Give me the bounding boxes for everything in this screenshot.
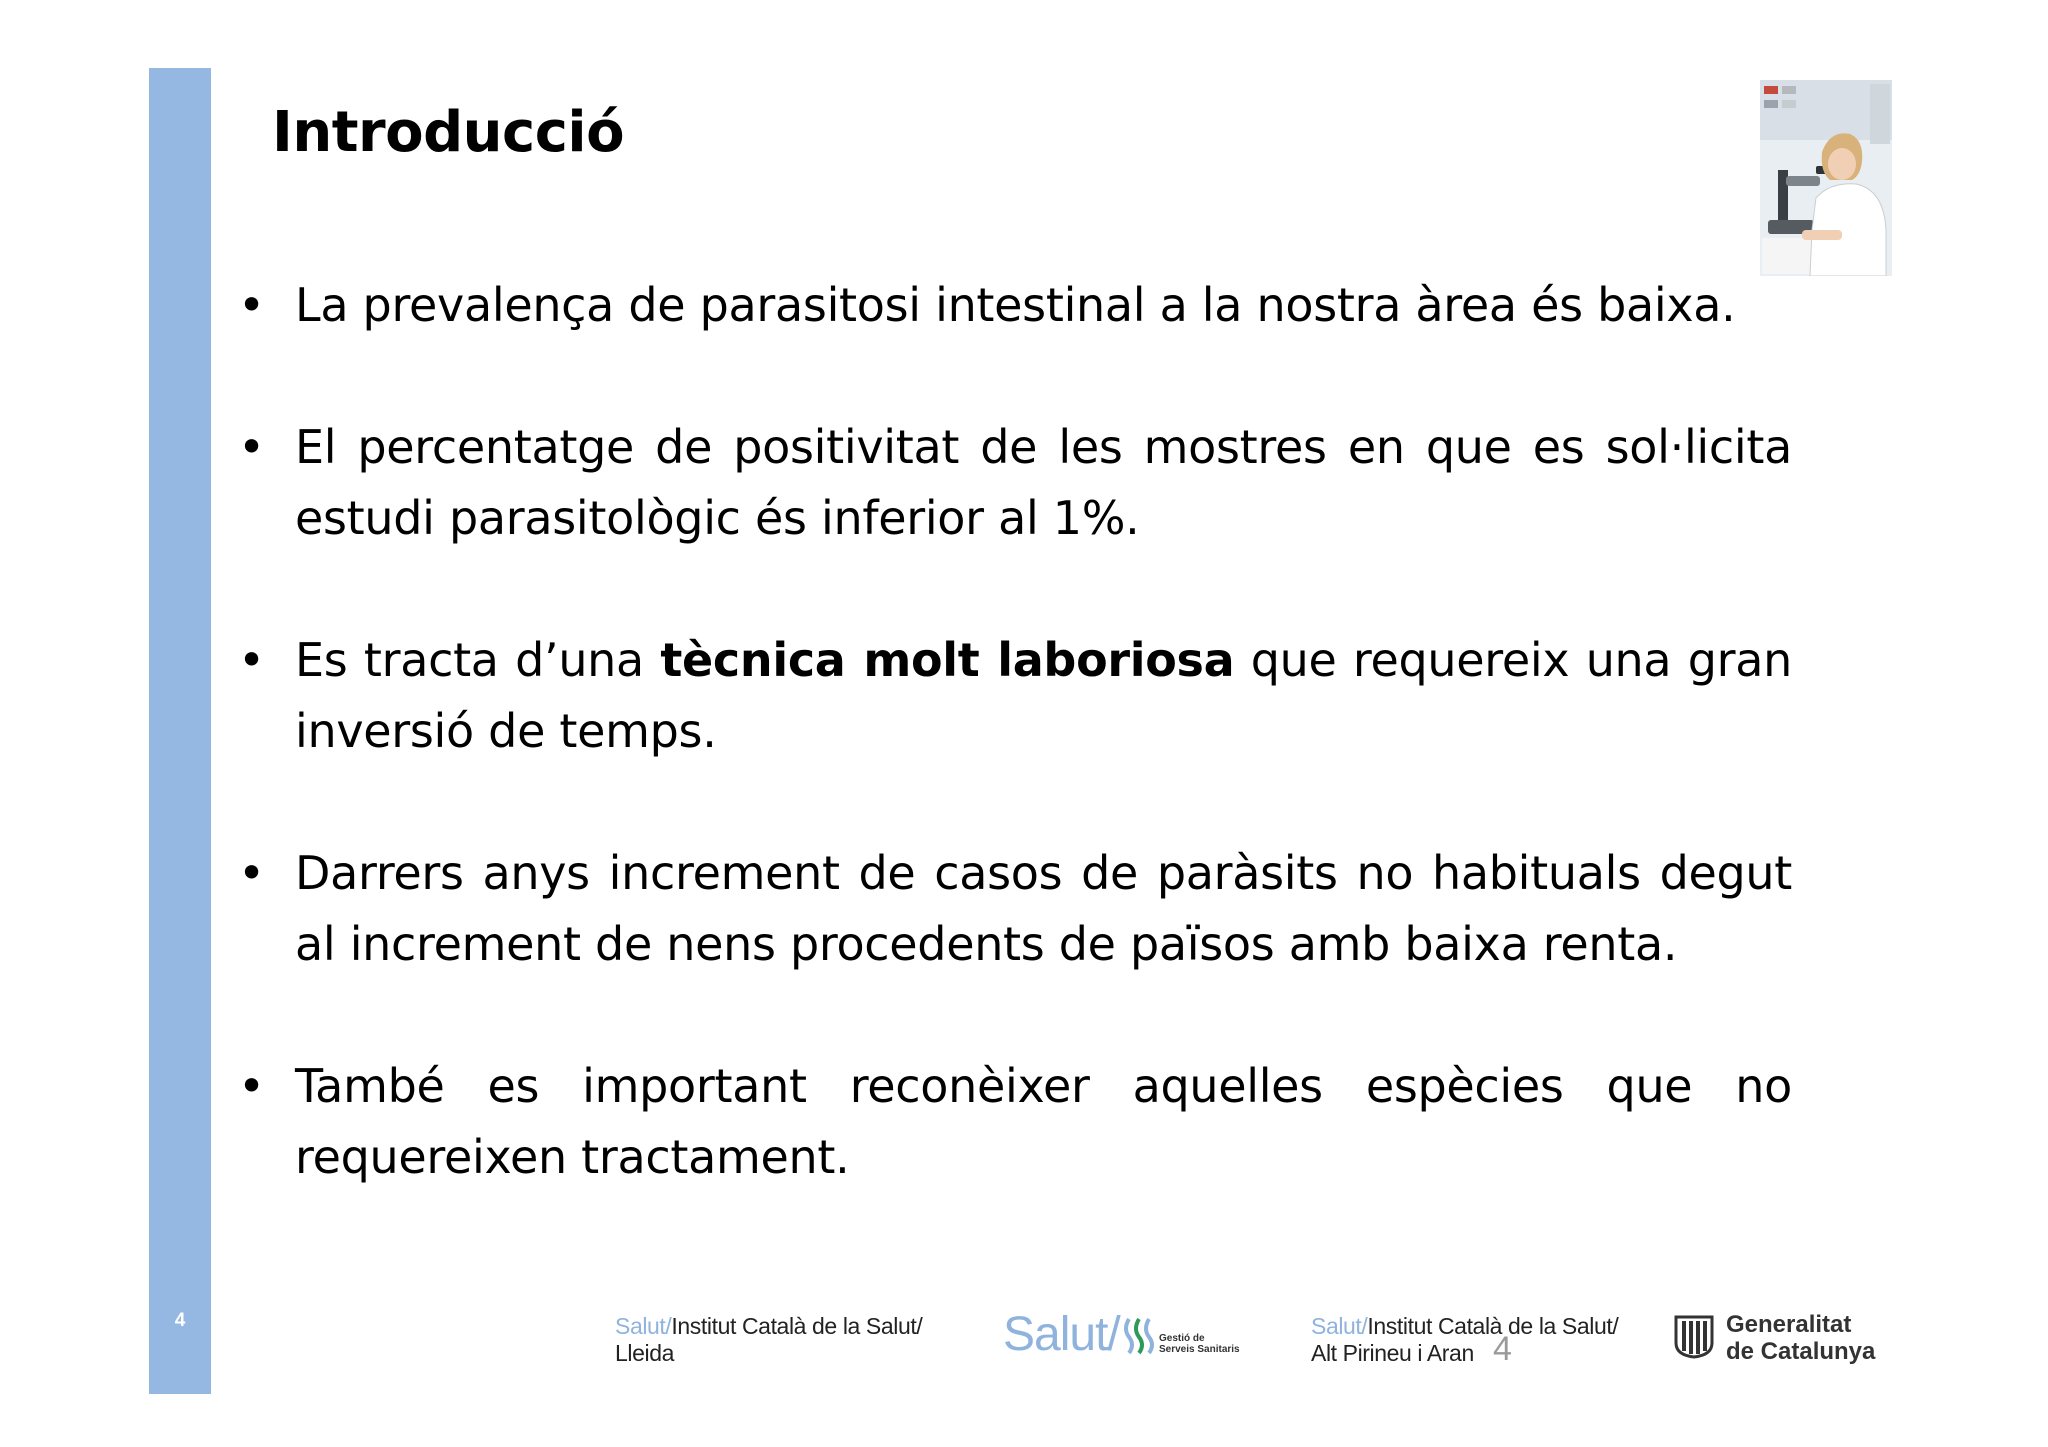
logo-line: Gestió de	[1159, 1333, 1205, 1344]
bullet-text: El percentatge de positivitat de les mostres en que es sol·licita estudi parasitològic és inferior al 1%.	[295, 420, 1792, 545]
ics-aran-logo	[1311, 1313, 1618, 1367]
generalitat-emblem-icon	[1672, 1313, 1716, 1359]
logo-line: Institut Català de la Salut/	[1367, 1313, 1619, 1339]
bullet-item	[238, 412, 1792, 554]
bullet-text: Darrers anys increment de casos de paràsits no habituals degut al increment de nens procedents de països amb baixa renta.	[295, 846, 1792, 971]
logo-line: Institut Català de la Salut/	[671, 1313, 923, 1339]
bullet-text: que requereix una gran inversió de temps.	[295, 633, 1792, 758]
logo-line: Generalitat	[1726, 1311, 1852, 1338]
bullet-list	[238, 270, 1792, 1264]
footer-logos	[0, 1305, 2048, 1375]
slide-title: Introducció	[272, 100, 625, 165]
gss-swirl-icon	[1121, 1315, 1159, 1357]
page-number-mark: 4	[1493, 1330, 1512, 1368]
bullet-item	[238, 625, 1792, 767]
bullet-item	[238, 1051, 1792, 1193]
bullet-text: La prevalença de parasitosi intestinal a la nostra àrea és baixa.	[295, 278, 1736, 332]
bullet-text-bold: tècnica molt laboriosa	[660, 633, 1235, 687]
logo-line: Lleida	[615, 1340, 674, 1366]
scientist-microscope-photo	[1760, 80, 1892, 276]
salut-wordmark: Salut/	[1311, 1313, 1368, 1339]
ics-lleida-logo	[615, 1313, 922, 1367]
bullet-text: També es important reconèixer aquelles espècies que no requereixen tractament.	[295, 1059, 1792, 1184]
logo-line: de Catalunya	[1726, 1338, 1876, 1365]
bullet-text: Es tracta d’una	[295, 633, 661, 687]
bullet-item	[238, 838, 1792, 980]
logo-line: Alt Pirineu i Aran	[1311, 1340, 1474, 1366]
slide-number: 4	[174, 1310, 186, 1331]
salut-wordmark: Salut/	[615, 1313, 672, 1339]
bullet-item	[238, 270, 1792, 341]
side-accent-bar	[149, 68, 211, 1394]
gss-subtitle	[1159, 1333, 1240, 1355]
salut-wordmark: Salut/	[1003, 1308, 1120, 1361]
generalitat-wordmark	[1726, 1311, 1875, 1365]
logo-line: Serveis Sanitaris	[1159, 1344, 1240, 1355]
